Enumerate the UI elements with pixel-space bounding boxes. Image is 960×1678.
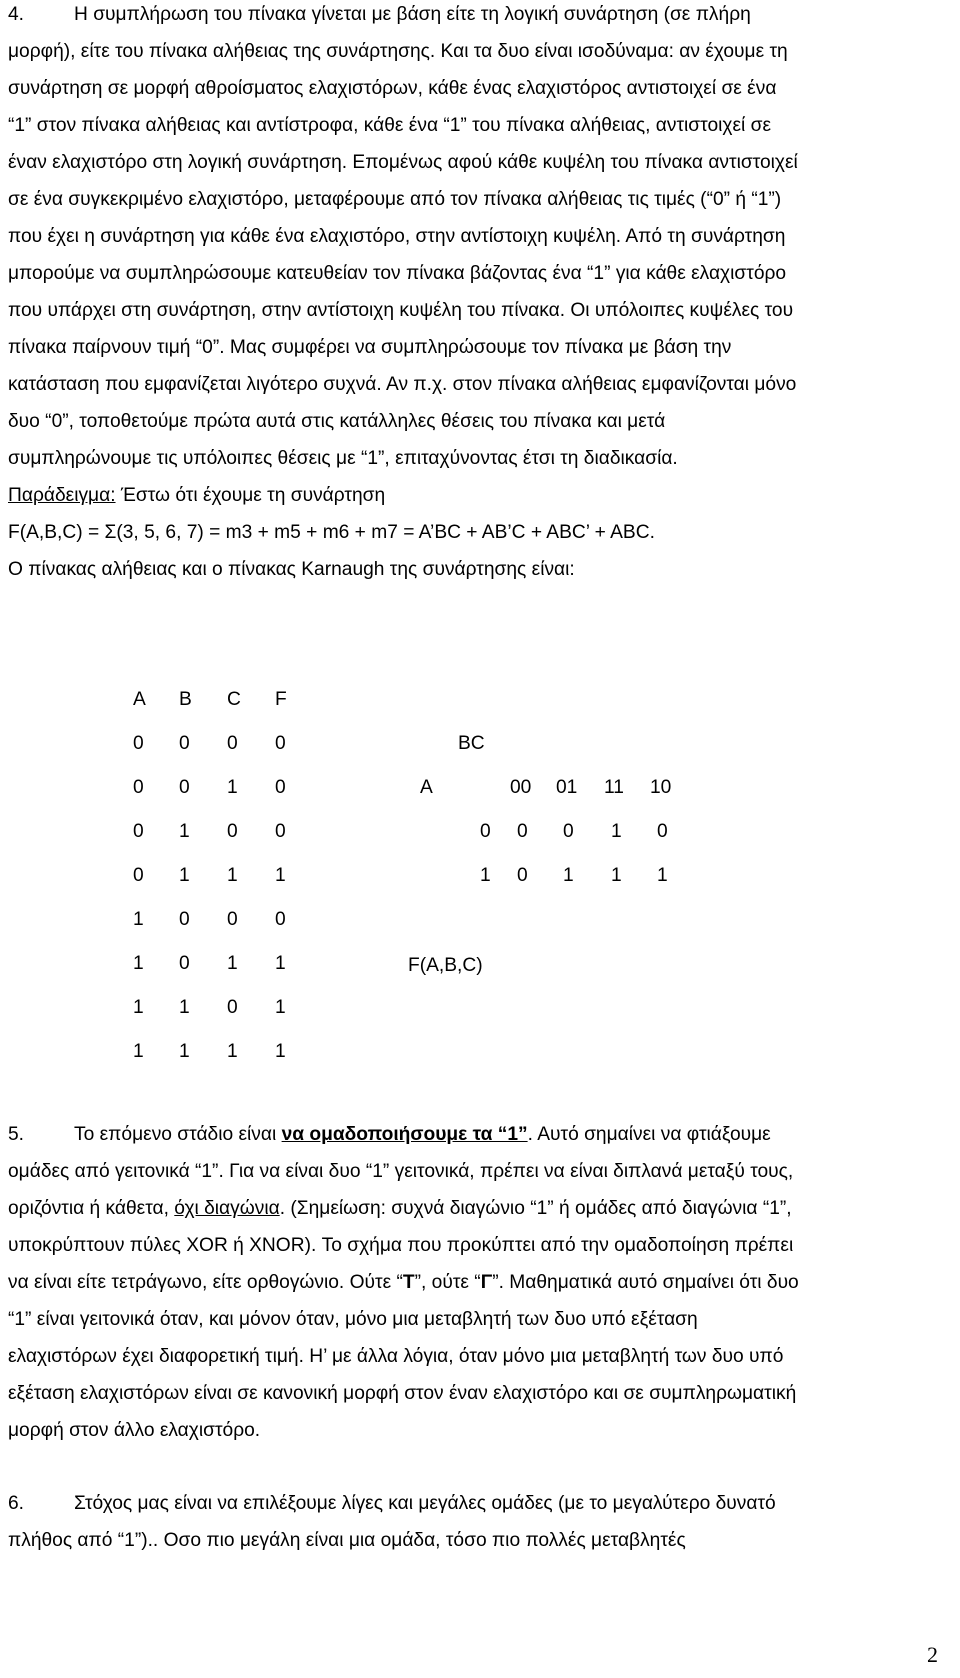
truth-table-cell: 0: [227, 909, 238, 930]
truth-table-cell: 0: [227, 733, 238, 754]
section-6-line-1: 6. Στόχος μας είναι να επιλέξουμε λίγες και μεγάλες ομάδες (με το μεγαλύτερο δυνατό: [8, 1493, 776, 1514]
truth-table-cell: 1: [227, 953, 238, 974]
truth-table-cell: 1: [179, 1041, 190, 1062]
kmap-row-label-1: 1: [480, 865, 491, 886]
example-text: Έστω ότι έχουμε τη συνάρτηση: [115, 485, 386, 506]
truth-table-cell: 0: [275, 777, 286, 798]
truth-table-cell: 0: [179, 777, 190, 798]
kmap-row-label-0: 0: [480, 821, 491, 842]
section-4-line-5: έναν ελαχιστόρο στη λογική συνάρτηση. Επομένως αφού κάθε κυψέλη του πίνακα αντιστοιχεί: [8, 152, 798, 173]
section-5-line-8: εξέταση ελαχιστόρων είναι σε κανονική μορφή στον έναν ελαχιστόρο και σε συμπληρωματική: [8, 1383, 797, 1404]
truth-table-cell: 0: [133, 777, 144, 798]
kmap-col-label-10: 10: [650, 777, 672, 798]
section-4-line-3: συνάρτηση σε μορφή αθροίσματος ελαχιστόρων, κάθε ένας ελαχιστόρος αντιστοιχεί σε ένα: [8, 78, 777, 99]
section-6-line-2: πλήθος από “1”).. Οσο πιο μεγάλη είναι μια ομάδα, τόσο πιο πολλές μεταβλητές: [8, 1530, 686, 1551]
truth-table-row: [133, 908, 303, 932]
truth-table-row: [133, 996, 303, 1020]
tables-intro: Ο πίνακας αλήθειας και ο πίνακας Karnaugh της συνάρτησης είναι:: [8, 559, 575, 580]
page-number: 2: [927, 1642, 938, 1667]
truth-table-cell: 1: [179, 821, 190, 842]
truth-table-cell: 0: [133, 865, 144, 886]
kmap-cell: 0: [517, 821, 528, 842]
truth-table-cell: 1: [133, 953, 144, 974]
truth-table-header-a: A: [133, 689, 146, 710]
section-5-line-4: υποκρύπτουν πύλες XOR ή XNOR). Το σχήμα που προκύπτει από την ομαδοποίηση πρέπει: [8, 1235, 794, 1256]
kmap-cell: 1: [611, 865, 622, 886]
kmap-cell: 0: [563, 821, 574, 842]
truth-table-cell: 1: [275, 997, 286, 1018]
section-5-emphasis: να ομαδοποιήσουμε τα “1”: [281, 1124, 528, 1145]
example-line: [8, 484, 385, 508]
example-label: Παράδειγμα:: [8, 485, 116, 506]
shape-t: Τ: [402, 1272, 415, 1293]
truth-table-header-c: C: [227, 689, 241, 710]
truth-table-row: [133, 1040, 303, 1064]
truth-table-cell: 0: [275, 821, 286, 842]
truth-table-cell: 1: [179, 997, 190, 1018]
section-5-number: 5.: [8, 1124, 25, 1145]
not-diagonal-underline: όχι διαγώνια: [174, 1198, 280, 1219]
truth-table-cell: 0: [133, 821, 144, 842]
truth-table-cell: 1: [179, 865, 190, 886]
truth-table-row: [133, 732, 303, 756]
truth-table-cell: 1: [275, 953, 286, 974]
section-5-line-1: 5. Το επόμενο στάδιο είναι να ομαδοποιήσουμε τα “1”. Αυτό σημαίνει να φτιάξουμε: [8, 1124, 771, 1145]
truth-table-cell: 1: [227, 865, 238, 886]
truth-table-cell: 1: [133, 909, 144, 930]
truth-table-cell: 1: [133, 997, 144, 1018]
section-4-line-10: πίνακα παίρνουν τιμή “0”. Μας συμφέρει να συμπληρώσουμε τον πίνακα με βάση την: [8, 337, 732, 358]
truth-table-row: [133, 864, 303, 888]
section-4-line-6: σε ένα συγκεκριμένο ελαχιστόρο, μεταφέρουμε από τον πίνακα αλήθειας τις τιμές (“0” ή “1”): [8, 189, 782, 210]
kmap-cell: 1: [563, 865, 574, 886]
kmap-cell: 1: [611, 821, 622, 842]
truth-table-cell: 1: [133, 1041, 144, 1062]
section-4-line-1: 4. Η συμπλήρωση του πίνακα γίνεται με βάση είτε τη λογική συνάρτηση (σε πλήρη: [8, 4, 751, 25]
section-4-line-11: κατάσταση που εμφανίζεται λιγότερο συχνά. Αν π.χ. στον πίνακα αλήθειας εμφανίζονται μόνο: [8, 374, 797, 395]
section-5-line-3: οριζόντια ή κάθετα, όχι διαγώνια. (Σημείωση: συχνά διαγώνιο “1” ή ομάδες από διαγώνια “1”,: [8, 1198, 792, 1219]
section-5-line-2: ομάδες από γειτονικά “1”. Για να είναι δυο “1” γειτονικά, πρέπει να είναι διπλανά μεταξύ τους,: [8, 1161, 794, 1182]
section-4-number: 4.: [8, 4, 25, 25]
kmap-cell: 1: [657, 865, 668, 886]
truth-table-cell: 0: [133, 733, 144, 754]
shape-gamma: Γ: [480, 1272, 493, 1293]
truth-table-cell: 0: [275, 733, 286, 754]
truth-table-row: [133, 820, 303, 844]
truth-table-cell: 0: [227, 997, 238, 1018]
section-4-line-9: που υπάρχει στη συνάρτηση, στην αντίστοιχη κυψέλη του πίνακα. Οι υπόλοιπες κυψέλες του: [8, 300, 794, 321]
kmap-function-label: F(A,B,C): [408, 955, 483, 976]
kmap-col-label-01: 01: [556, 777, 578, 798]
truth-table-row: [133, 952, 303, 976]
kmap-cell: 0: [517, 865, 528, 886]
section-4-line-7: που έχει η συνάρτηση για κάθε ένα ελαχιστόρο, στην αντίστοιχη κυψέλη. Από τη συνάρτηση: [8, 226, 786, 247]
truth-table-cell: 0: [227, 821, 238, 842]
truth-table-cell: 0: [179, 909, 190, 930]
truth-table-cell: 1: [275, 865, 286, 886]
kmap-col-label-00: 00: [510, 777, 532, 798]
truth-table-header-f: F: [275, 689, 287, 710]
section-4-line-2: μορφή), είτε του πίνακα αλήθειας της συνάρτησης. Και τα δυο είναι ισοδύναμα: αν έχουμε τη: [8, 41, 788, 62]
truth-table-cell: 0: [179, 733, 190, 754]
section-5-line-5: να είναι είτε τετράγωνο, είτε ορθογώνιο. Ούτε “Τ”, ούτε “Γ”. Μαθηματικά αυτό σημαίνει ότι δυο: [8, 1272, 799, 1293]
truth-table-cell: 1: [227, 1041, 238, 1062]
section-5-line-9: μορφή στον άλλο ελαχιστόρο.: [8, 1420, 261, 1441]
section-4-line-12: δυο “0”, τοποθετούμε πρώτα αυτά στις κατάλληλες θέσεις του πίνακα και μετά: [8, 411, 666, 432]
kmap-col-label-11: 11: [604, 777, 624, 798]
truth-table-cell: 0: [275, 909, 286, 930]
section-4-line-13: συμπληρώνουμε τις υπόλοιπες θέσεις με “1”, επιταχύνοντας έτσι τη διαδικασία.: [8, 448, 678, 469]
section-5-line-6: “1” είναι γειτονικά όταν, και μόνον όταν, μόνο μια μεταβλητή των δυο υπό εξέταση: [8, 1309, 698, 1330]
truth-table-cell: 1: [275, 1041, 286, 1062]
kmap-cell: 0: [657, 821, 668, 842]
kmap-row-var: A: [420, 777, 433, 798]
section-4-line-8: μπορούμε να συμπληρώσουμε κατευθείαν τον πίνακα βάζοντας ένα “1” για κάθε ελαχιστόρο: [8, 263, 787, 284]
truth-table-header-b: B: [179, 689, 192, 710]
truth-table-cell: 1: [227, 777, 238, 798]
formula-line: F(A,B,C) = Σ(3, 5, 6, 7) = m3 + m5 + m6 + m7 = A’BC + AB’C + ABC’ + ABC.: [8, 522, 655, 543]
kmap-col-var: BC: [458, 733, 485, 754]
section-4-line-4: “1” στον πίνακα αλήθειας και αντίστροφα, κάθε ένα “1” του πίνακα αλήθειας, αντιστοιχεί σε: [8, 115, 772, 136]
section-6-number: 6.: [8, 1493, 25, 1514]
truth-table-cell: 0: [179, 953, 190, 974]
section-5-line-7: ελαχιστόρων έχει διαφορετική τιμή. Η’ με άλλα λόγια, όταν μόνο μια μεταβλητή των δυο υπό: [8, 1346, 784, 1367]
truth-table-row: [133, 776, 303, 800]
